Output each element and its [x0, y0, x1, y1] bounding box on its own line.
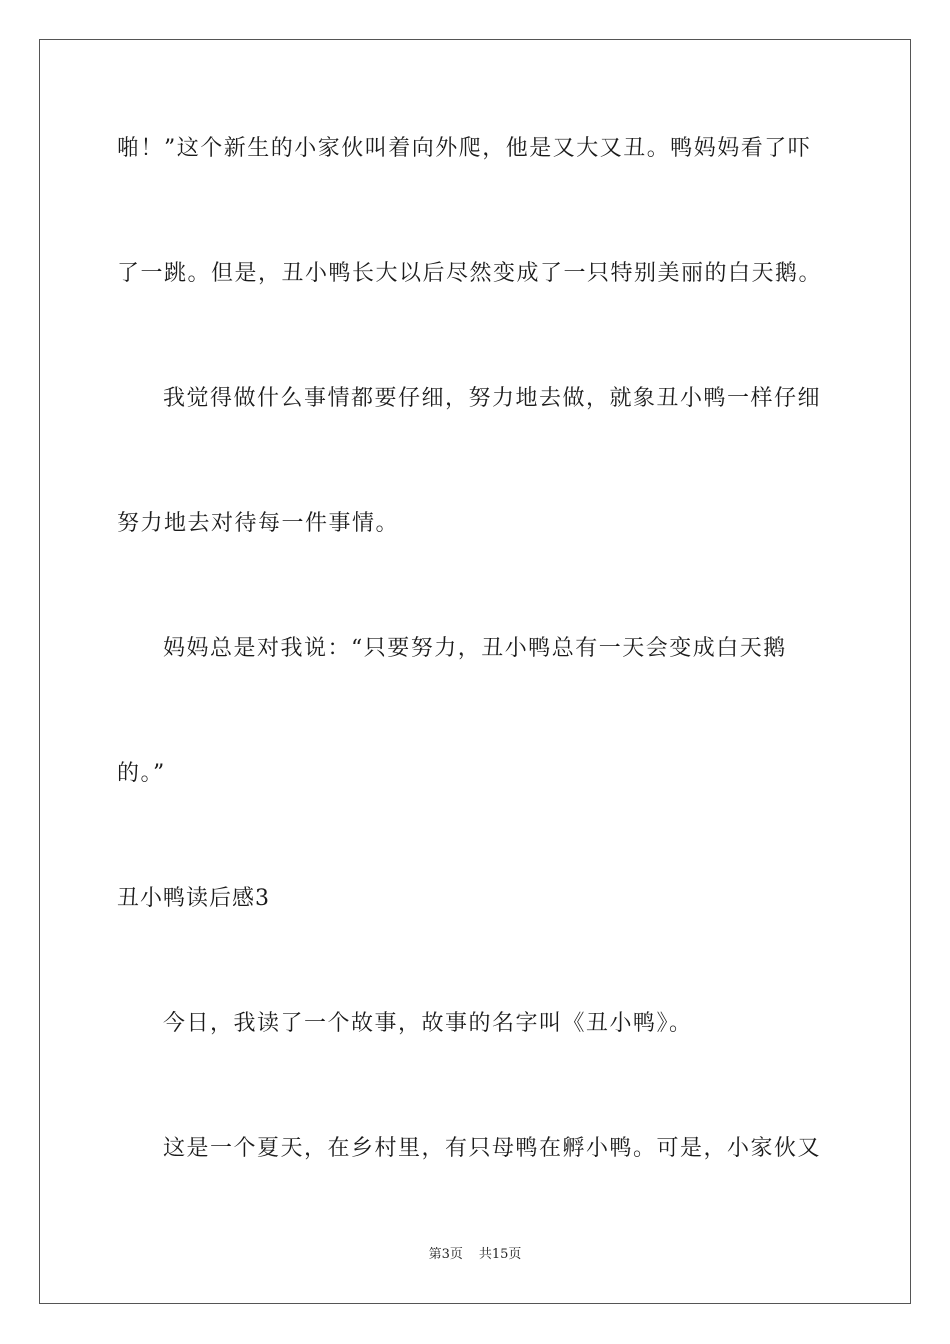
section-heading: 丑小鸭读后感3	[117, 886, 270, 911]
paragraph-start-line: 这是一个夏天，在乡村里，有只母鸭在孵小鸭。可是，小家伙又	[163, 1136, 822, 1161]
body-line-1: 啪！”这个新生的小家伙叫着向外爬，他是又大又丑。鸭妈妈看了吓	[117, 136, 812, 161]
page-footer	[0, 1246, 950, 1264]
paragraph-start-line: 妈妈总是对我说：“只要努力，丑小鸭总有一天会变成白天鹅	[163, 636, 787, 661]
body-line-2: 了一跳。但是，丑小鸭长大以后尽然变成了一只特别美丽的白天鹅。	[117, 261, 823, 286]
page-total: 共15页	[478, 1247, 522, 1262]
body-line-6: 的。”	[117, 761, 166, 786]
paragraph-start-line: 我觉得做什么事情都要仔细，努力地去做，就象丑小鸭一样仔细	[163, 386, 822, 411]
paragraph-start-line: 今日，我读了一个故事，故事的名字叫《丑小鸭》。	[163, 1011, 693, 1036]
page-number: 第3页	[428, 1247, 463, 1262]
body-line-4: 努力地去对待每一件事情。	[117, 511, 400, 536]
page-border	[39, 39, 911, 1304]
